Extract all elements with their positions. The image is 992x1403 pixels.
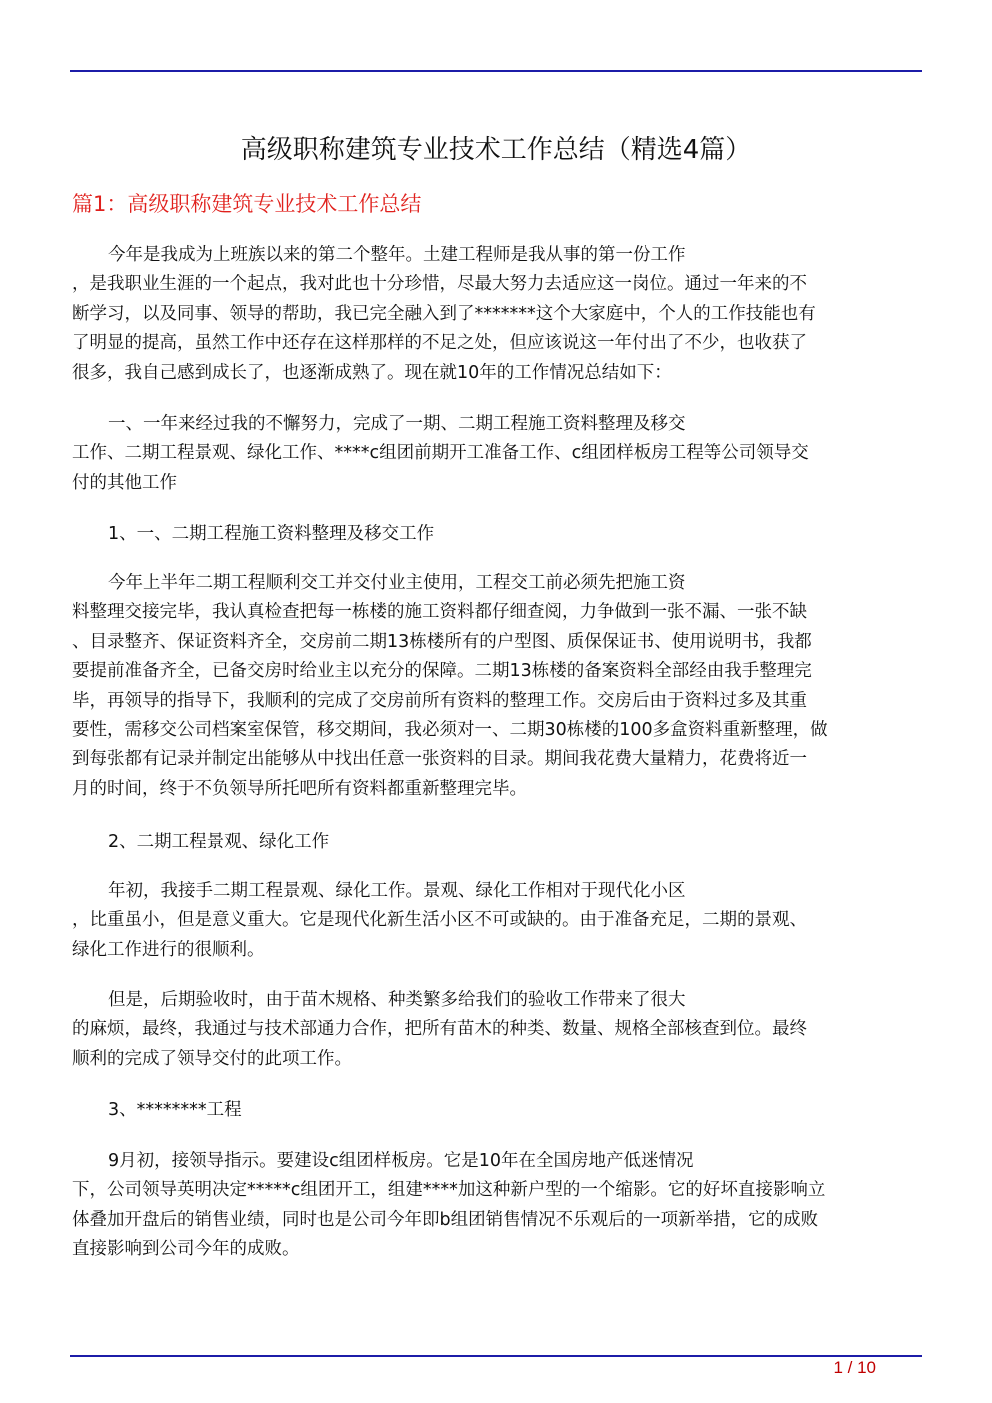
text-line: 年初，我接手二期工程景观、绿化工作。景观、绿化工作相对于现代化小区 [108, 881, 686, 901]
text-line: 9月初，接领导指示。要建设c组团样板房。它是10年在全国房地产低迷情况 [108, 1151, 694, 1171]
header-rule [70, 70, 922, 72]
text-line: 月的时间，终于不负领导所托吧所有资料都重新整理完毕。 [72, 778, 527, 799]
text-line: 体叠加开盘后的销售业绩，同时也是公司今年即b组团销售情况不乐观后的一项新举措，它的成败 [72, 1209, 819, 1230]
text-line: 1、一、二期工程施工资料整理及移交工作 [108, 524, 435, 544]
text-line: 2、二期工程景观、绿化工作 [108, 832, 330, 852]
section-heading: 篇1：高级职称建筑专业技术工作总结 [72, 192, 422, 216]
text-line: 毕，再领导的指导下，我顺利的完成了交房前所有资料的整理工作。交房后由于资料过多及其重 [72, 690, 807, 711]
text-line: 但是，后期验收时，由于苗木规格、种类繁多给我们的验收工作带来了很大 [108, 990, 686, 1010]
text-line: 一、一年来经过我的不懈努力，完成了一期、二期工程施工资料整理及移交 [108, 414, 686, 434]
text-line: 要提前准备齐全，已备交房时给业主以充分的保障。二期13栋楼的备案资料全部经由我手整理完 [72, 661, 812, 682]
text-line: 的麻烦，最终，我通过与技术部通力合作，把所有苗木的种类、数量、规格全部核查到位。最终 [72, 1019, 807, 1040]
paragraph [72, 1147, 924, 1265]
document-title: 高级职称建筑专业技术工作总结（精选4篇） [240, 135, 752, 165]
paragraph [72, 569, 924, 804]
text-line: 今年是我成为上班族以来的第二个整年。土建工程师是我从事的第一份工作 [108, 245, 686, 265]
text-line: 料整理交接完毕，我认真检查把每一栋楼的施工资料都仔细查阅，力争做到一张不漏、一张不缺 [72, 602, 807, 623]
text-line: 顺利的完成了领导交付的此项工作。 [72, 1048, 352, 1069]
text-line: 工作、二期工程景观、绿化工作、****c组团前期开工准备工作、c组团样板房工程等公司领导交 [72, 443, 809, 464]
text-line: ，是我职业生涯的一个起点，我对此也十分珍惜，尽最大努力去适应这一岗位。通过一年来的不 [72, 274, 807, 295]
text-line: 、目录整齐、保证资料齐全，交房前二期13栋楼所有的户型图、质保保证书、使用说明书，我都 [72, 631, 812, 652]
text-line: 付的其他工作 [72, 472, 177, 493]
text-line: 要性，需移交公司档案室保管，移交期间，我必须对一、二期30栋楼的100多盒资料重新整理，做 [72, 719, 828, 740]
page-number: 1 / 10 [833, 1358, 876, 1377]
subheading [72, 1096, 924, 1125]
text-line: 断学习，以及同事、领导的帮助，我已完全融入到了*******这个大家庭中，个人的工作技能也有 [72, 303, 816, 324]
text-line: 3、********工程 [108, 1100, 242, 1120]
paragraph [72, 410, 924, 498]
text-line: 今年上半年二期工程顺利交工并交付业主使用，工程交工前必须先把施工资 [108, 573, 686, 593]
paragraph [72, 986, 924, 1074]
text-line: 下，公司领导英明决定*****c组团开工，组建****加这种新户型的一个缩影。它的好坏直接影响立 [72, 1180, 826, 1201]
text-line: 了明显的提高，虽然工作中还存在这样那样的不足之处，但应该说这一年付出了不少，也收获了 [72, 333, 807, 354]
text-line: 很多，我自己感到成长了，也逐渐成熟了。现在就10年的工作情况总结如下： [72, 362, 672, 383]
text-line: ，比重虽小，但是意义重大。它是现代化新生活小区不可或缺的。由于准备充足，二期的景观、 [72, 910, 807, 931]
text-line: 直接影响到公司今年的成败。 [72, 1239, 300, 1260]
text-line: 到每张都有记录并制定出能够从中找出任意一张资料的目录。期间我花费大量精力，花费将近一 [72, 749, 807, 770]
subheading [72, 828, 924, 857]
text-line: 绿化工作进行的很顺利。 [72, 939, 265, 960]
subheading [72, 520, 924, 549]
paragraph [72, 877, 924, 965]
paragraph [72, 241, 924, 388]
